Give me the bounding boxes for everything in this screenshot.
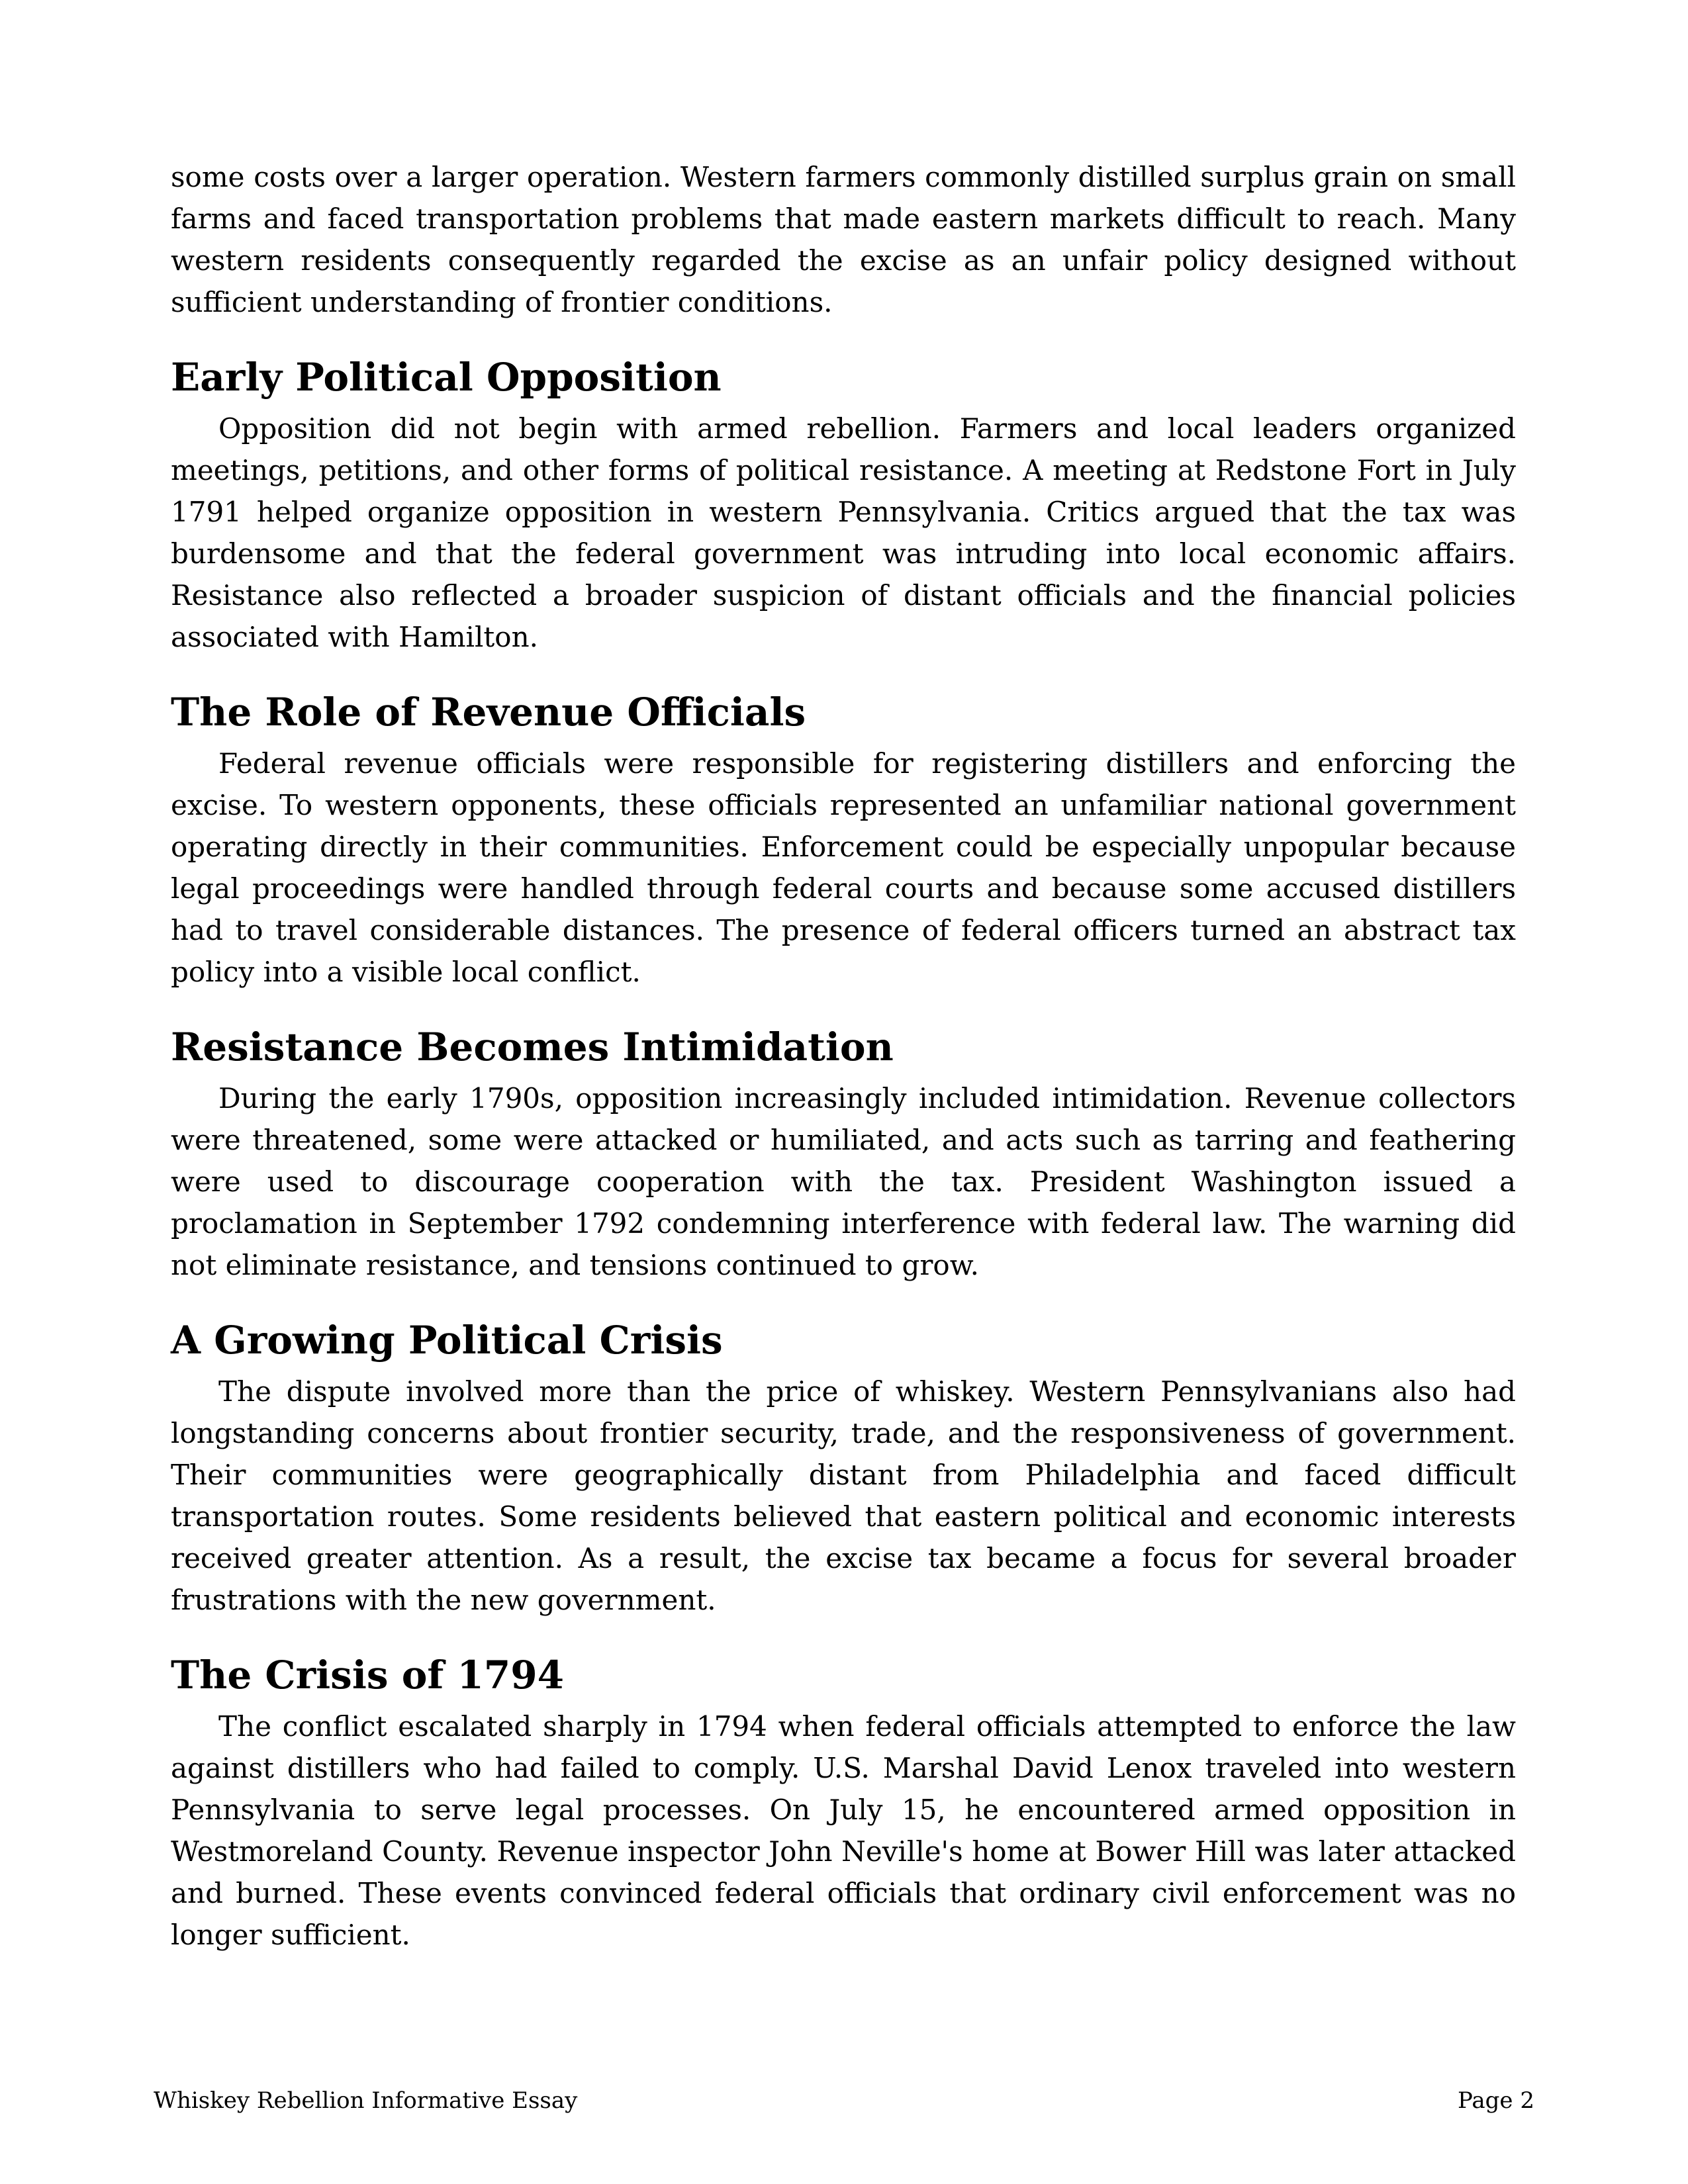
section-heading-resistance-becomes-intimidation: Resistance Becomes Intimidation [171, 1024, 894, 1069]
footer-page-number: Page 2 [1458, 2087, 1534, 2114]
section-heading-crisis-of-1794: The Crisis of 1794 [171, 1653, 564, 1698]
section-paragraph-role-of-revenue-officials: Federal revenue officials were responsible for registering distillers and enforcing the excise. To western opponents, these officials represented an unfamiliar national government operating directly in their communities. Enforcement could be especially unpopular because legal proceedings were handled through federal courts and because some accused distillers had to travel considerable distances. The presence of federal officers turned an abstract tax policy into a visible local conflict. [171, 747, 1516, 988]
footer-document-title: Whiskey Rebellion Informative Essay [154, 2087, 578, 2114]
section-heading-role-of-revenue-officials: The Role of Revenue Officials [171, 690, 806, 735]
section-paragraph-crisis-of-1794: The conflict escalated sharply in 1794 when federal officials attempted to enforce the law against distillers who had failed to comply. U.S. Marshal David Lenox traveled into western Pennsylvania to serve legal processes. On July 15, he encountered armed opposition in Westmoreland County. Revenue inspector John Neville's home at Bower Hill was later attacked and burned. These events convinced federal officials that ordinary civil enforcement was no longer sufficient. [171, 1710, 1516, 1951]
page-body [171, 156, 1516, 1956]
section-paragraph-growing-political-crisis: The dispute involved more than the price of whiskey. Western Pennsylvanians also had longstanding concerns about frontier security, trade, and the responsiveness of government. Their communities were geographically distant from Philadelphia and faced difficult transportation routes. Some residents believed that eastern political and economic interests received greater attention. As a result, the excise tax became a focus for several broader frustrations with the new government. [171, 1375, 1516, 1616]
intro-paragraph: some costs over a larger operation. Western farmers commonly distilled surplus grain on small farms and faced transportation problems that made eastern markets difficult to reach. Many western residents consequently regarded the excise as an unfair policy designed without sufficient understanding of frontier conditions. [171, 161, 1516, 318]
section-heading-growing-political-crisis: A Growing Political Crisis [171, 1318, 723, 1363]
section-paragraph-early-political-opposition: Opposition did not begin with armed rebellion. Farmers and local leaders organized meetings, petitions, and other forms of political resistance. A meeting at Redstone Fort in July 1791 helped organize opposition in western Pennsylvania. Critics argued that the tax was burdensome and that the federal government was intruding into local economic affairs. Resistance also reflected a broader suspicion of distant officials and the financial policies associated with Hamilton. [171, 412, 1516, 653]
section-heading-early-political-opposition: Early Political Opposition [171, 355, 722, 400]
section-paragraph-resistance-becomes-intimidation: During the early 1790s, opposition increasingly included intimidation. Revenue collectors were threatened, some were attacked or humiliated, and acts such as tarring and feathering were used to discourage cooperation with the tax. President Washington issued a proclamation in September 1792 condemning interference with federal law. The warning did not eliminate resistance, and tensions continued to grow. [171, 1082, 1516, 1281]
